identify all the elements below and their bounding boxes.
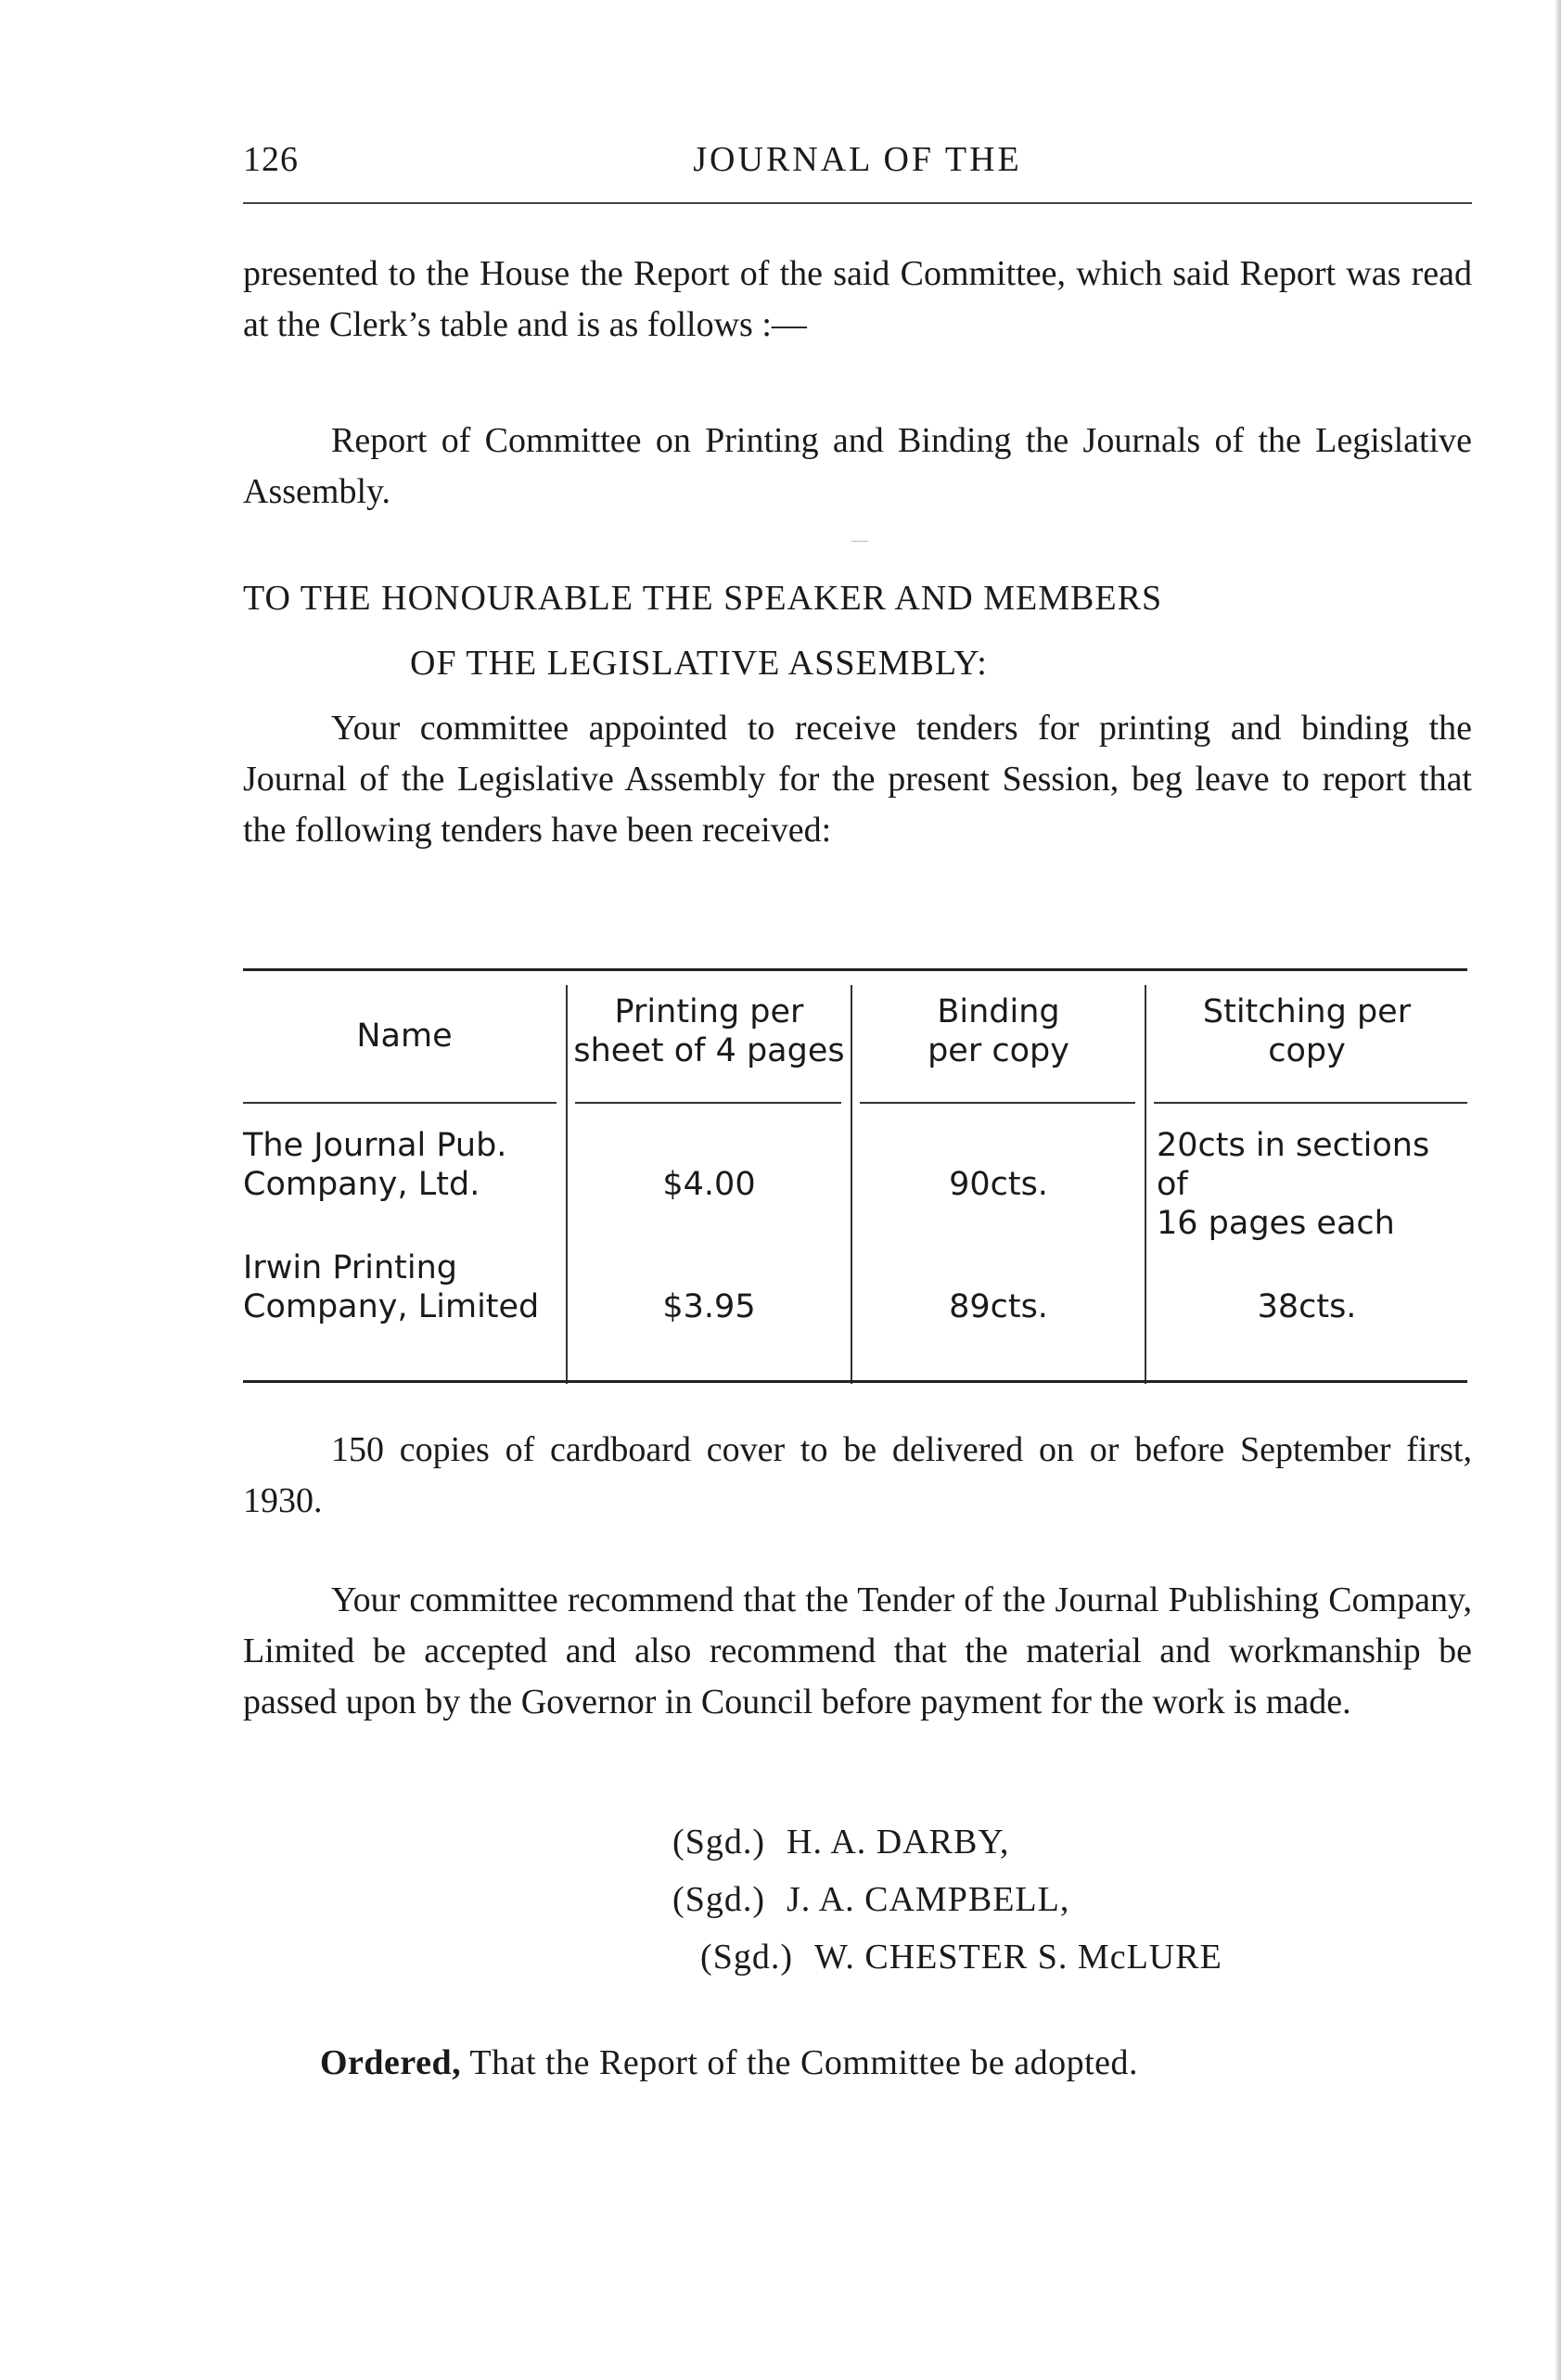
address-line-1: TO THE HONOURABLE THE SPEAKER AND MEMBERS: [243, 579, 1163, 618]
table-cell: Company, Ltd.: [243, 1166, 480, 1203]
recommend-paragraph: Your committee recommend that the Tender of the Journal Publishing Company, Limited be accepted and also recommend that the material and workmanship be passed upon by the Governor in Council before payment for the work is made.: [243, 1580, 1472, 1721]
column-header-binding: [852, 992, 1145, 1070]
scan-edge-shadow: [1555, 0, 1561, 2380]
table-cell: The Journal Pub.: [243, 1127, 507, 1164]
table-row-2-binding: 89cts.: [949, 1288, 1048, 1325]
table-cell: 20cts in sections of: [1157, 1127, 1430, 1203]
column-header-printing-line1: Printing per: [614, 993, 804, 1030]
column-header-binding-line1: Binding: [937, 993, 1060, 1030]
ordered-text: That the Report of the Committee be adopted.: [461, 2043, 1139, 2082]
column-header-printing-line2: sheet of 4 pages: [573, 1032, 845, 1069]
signatory-name: J. A. CAMPBELL,: [787, 1880, 1070, 1919]
header-underline: [860, 1102, 1135, 1104]
table-top-rule: [243, 968, 1467, 971]
address-block: [243, 566, 1472, 696]
report-title: Report of Committee on Printing and Binding the Journals of the Legislative Assembly.: [243, 421, 1472, 511]
page-number: 126: [243, 140, 299, 179]
signature-prefix: (Sgd.): [672, 1880, 765, 1919]
column-header-binding-line2: per copy: [928, 1032, 1069, 1069]
running-title: JOURNAL OF THE: [693, 140, 1022, 179]
tenders-paragraph: Your committee appointed to receive tenders for printing and binding the Journal of the Legislative Assembly for the present Session, beg leave to report that the following tenders have been received:: [243, 709, 1472, 850]
table-row-2-name: [243, 1248, 564, 1326]
column-header-stitching: [1146, 992, 1467, 1070]
faint-mark: [851, 541, 868, 542]
header-underline: [1154, 1102, 1467, 1104]
signature-prefix: (Sgd.): [672, 1823, 765, 1862]
table-row-1-name: [243, 1126, 564, 1204]
column-header-name: Name: [356, 1017, 453, 1055]
tenders-table: [243, 968, 1467, 1384]
header-underline: [243, 1102, 557, 1104]
page-header: [243, 139, 1472, 195]
column-header-printing: [568, 992, 851, 1070]
table-bottom-rule: [243, 1380, 1467, 1383]
table-row-1-printing: $4.00: [662, 1166, 756, 1203]
table-cell: 16 pages each: [1157, 1205, 1395, 1242]
address-line-2: OF THE LEGISLATIVE ASSEMBLY:: [410, 644, 988, 683]
table-row-1-binding: 90cts.: [949, 1166, 1048, 1203]
signatory-name: W. CHESTER S. McLURE: [814, 1938, 1222, 1977]
table-row-1-stitching: [1157, 1126, 1467, 1243]
column-header-stitching-line2: copy: [1268, 1032, 1346, 1069]
cover-paragraph: 150 copies of cardboard cover to be delivered on or before September first, 1930.: [243, 1430, 1472, 1520]
table-cell: Company, Limited: [243, 1288, 540, 1325]
signature-prefix: (Sgd.): [700, 1938, 793, 1977]
table-cell: Irwin Printing: [243, 1249, 458, 1286]
signatory-name: H. A. DARBY,: [787, 1823, 1010, 1862]
header-rule: [243, 202, 1472, 204]
table-row-2-printing: $3.95: [662, 1288, 756, 1325]
column-header-stitching-line1: Stitching per: [1202, 993, 1412, 1030]
ordered-resolution: [320, 2038, 1138, 2089]
header-underline: [575, 1102, 841, 1104]
intro-paragraph: presented to the House the Report of the said Committee, which said Report was read at the Clerk’s table and is as follows :—: [243, 254, 1472, 344]
ordered-label: Ordered,: [320, 2043, 462, 2082]
table-row-2-stitching: 38cts.: [1257, 1288, 1357, 1325]
